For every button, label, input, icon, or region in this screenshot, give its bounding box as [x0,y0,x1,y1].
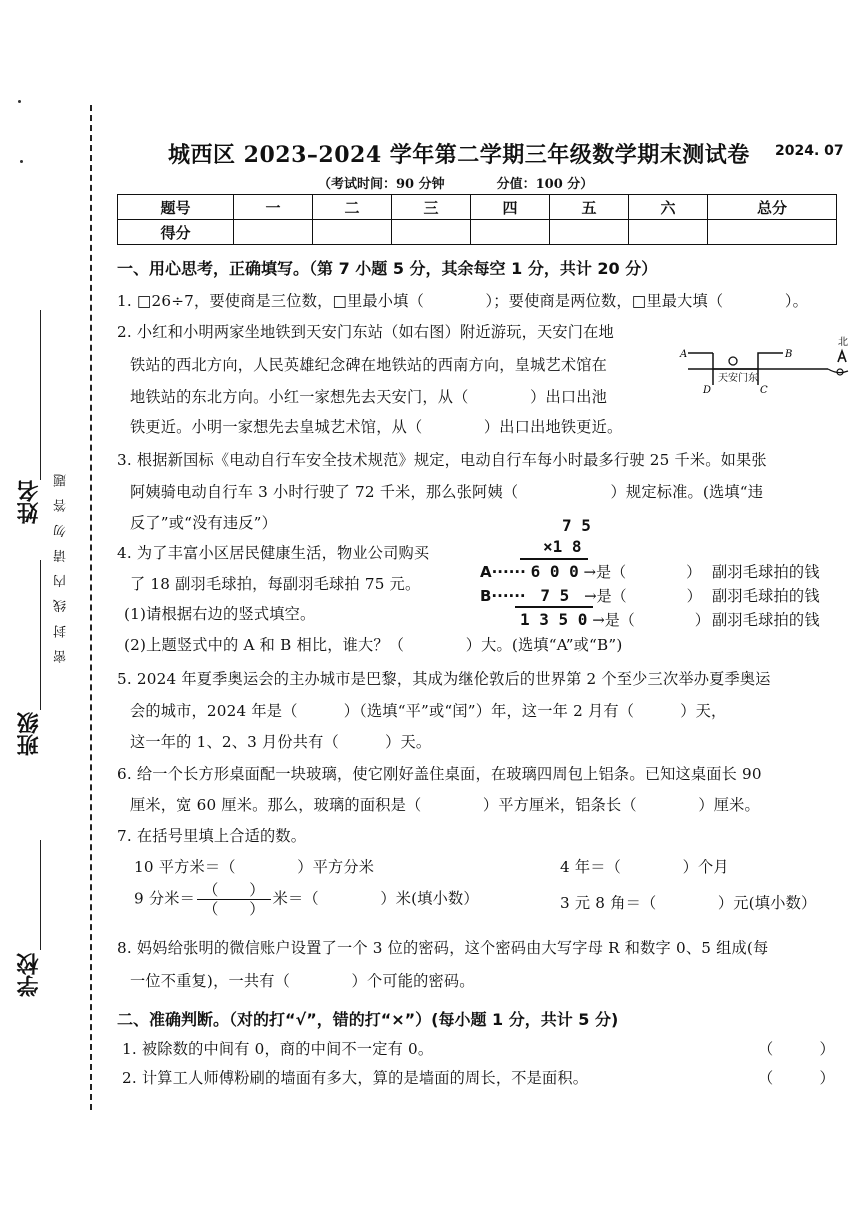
subway-map [678,335,853,403]
question-2-line: 铁更近。小明一家想先去皇城艺术馆，从（ ）出口出地铁更近。 [130,418,623,436]
school-underline [40,840,41,950]
calc-row-a-value: 6 0 0 [530,562,579,581]
school-label: 学校 [17,953,42,997]
station-label: 天安门东 [718,373,758,384]
binding-dashed-line [90,105,92,1110]
north-label: 北 [838,337,848,348]
scan-dot [18,100,21,103]
score-table-header-row [118,195,837,220]
station-marker [729,357,737,365]
question-5-line: 会的城市，2024 年是（ ）（选填“平”或“闰”）年，这一年 2 月有（ ）天， [130,702,727,720]
calc-row-a [480,561,701,582]
question-3-line: 3. 根据新国标《电动自行车安全技术规范》规定，电动自行车每小时最多行驶 25 千米。如果张 [117,451,767,469]
calc-row-sum [520,609,710,630]
calc-multiplicand: 7 5 [562,516,591,535]
calc-sum-value: 1 3 5 0 [520,610,588,629]
header-cell: 题号 [118,195,234,220]
header-cell: 四 [471,195,550,220]
header-cell: 六 [629,195,708,220]
calc-row-a-answer: →是（ ） [583,563,702,581]
exit-b-label: B [785,349,793,360]
calc-row-b-value: 7 5 [540,586,570,605]
exit-a-label: A [680,349,688,360]
score-cell[interactable] [313,220,392,245]
exam-title: 城西区 2023–2024 学年第二学期三年级数学期末测试卷 [168,142,750,168]
question-7-c [134,881,479,918]
exam-score: 分值：100 分） [496,177,594,192]
question-3-line: 阿姨骑电动自行车 3 小时行驶了 72 千米，那么张阿姨（ ）规定标准。(选填“违 [130,483,764,501]
judge-answer-1[interactable]: （ ） [758,1040,835,1058]
calc-row-a-label: A······ [480,563,526,581]
calc-row-b [480,585,702,606]
question-4-line: 4. 为了丰富小区居民健康生活，物业公司购买 [117,544,430,562]
question-5-line: 这一年的 1、2、3 月份共有（ ）天。 [130,733,432,751]
header-cell: 一 [234,195,313,220]
score-cell[interactable] [550,220,629,245]
exam-date: 2024. 07 [775,143,844,159]
section2-heading: 二、准确判断。（对的打“√”，错的打“×”）(每小题 1 分，共计 5 分) [117,1010,619,1029]
header-cell: 五 [550,195,629,220]
name-underline [40,310,41,480]
scan-dot [20,160,23,163]
calc-sum-suffix: 副羽毛球拍的钱 [712,611,820,629]
calc-sum-answer: →是（ ） [592,611,710,629]
class-label: 班级 [17,712,42,756]
header-cell: 总分 [708,195,837,220]
judge-question-1: 1. 被除数的中间有 0，商的中间不一定有 0。 [122,1040,434,1058]
calc-rule-bottom [515,606,593,608]
question-7-a: 10 平方米＝（ ）平方分米 [134,858,375,876]
fraction [197,881,271,918]
question-4-part2: (2)上题竖式中的 A 和 B 相比，谁大？（ ）大。(选填“A”或“B”) [124,636,623,654]
question-8-line: 一位不重复)，一共有（ ）个可能的密码。 [130,972,475,990]
exam-time: （考试时间：90 分钟 [318,177,445,192]
question-1: 1. □26÷7，要使商是三位数，□里最小填（ ）；要使商是两位数，□里最大填（ ）。 [117,292,808,310]
question-7-c-post: 米＝（ ）米(填小数） [272,889,479,908]
question-6-line: 6. 给一个长方形桌面配一块玻璃，使它刚好盖住桌面，在玻璃四周包上铝条。已知这桌面长 90 [117,765,762,783]
judge-answer-2[interactable]: （ ） [758,1069,835,1087]
score-row-label: 得分 [118,220,234,245]
score-cell[interactable] [629,220,708,245]
fraction-numerator: （ ） [197,881,271,900]
question-4-line: 了 18 副羽毛球拍，每副羽毛球拍 75 元。 [130,575,421,593]
question-7-c-pre: 9 分米＝ [134,889,196,908]
calc-row-b-answer: →是（ ） [584,587,702,605]
score-cell[interactable] [392,220,471,245]
calc-multiplier: ×1 8 [543,537,582,556]
header-cell: 二 [313,195,392,220]
north-arrow-icon [838,351,846,362]
judge-question-2: 2. 计算工人师傅粉刷的墙面有多大，算的是墙面的周长，不是面积。 [122,1069,589,1087]
score-cell[interactable] [234,220,313,245]
calc-row-b-suffix: 副羽毛球拍的钱 [712,587,820,605]
fraction-denominator: （ ） [203,900,265,918]
header-cell: 三 [392,195,471,220]
class-underline [40,560,41,710]
question-7-b: 4 年＝（ ）个月 [560,858,729,876]
exit-b-path [758,353,783,369]
station-top-left [713,353,758,369]
question-2-line: 铁站的西北方向，人民英雄纪念碑在地铁站的西南方向，皇城艺术馆在 [130,356,608,374]
section1-heading: 一、用心思考，正确填写。（第 7 小题 5 分，其余每空 1 分，共计 20 分） [117,259,658,278]
question-5-line: 5. 2024 年夏季奥运会的主办城市是巴黎，其成为继伦敦后的世界第 2 个至少三次举办夏季奥运 [117,670,771,688]
seal-warning: 密 封 线 内 请 勿 答 题 [54,470,69,663]
exit-c-label: C [760,385,768,396]
question-7-d: 3 元 8 角＝（ ）元(填小数） [560,894,817,912]
question-6-line: 厘米，宽 60 厘米。那么，玻璃的面积是（ ）平方厘米，铝条长（ ）厘米。 [130,796,760,814]
question-7-stem: 7. 在括号里填上合适的数。 [117,827,307,845]
score-cell[interactable] [708,220,837,245]
calc-row-b-label: B······ [480,587,526,605]
exit-d-label: D [703,385,712,396]
score-table-score-row [118,220,837,245]
question-3-line: 反了”或“没有违反”） [130,514,277,532]
question-8-line: 8. 妈妈给张明的微信账户设置了一个 3 位的密码，这个密码由大写字母 R 和数字 0、5 组成(每 [117,939,769,957]
question-2-line: 地铁站的东北方向。小红一家想先去天安门，从（ ）出口出池 [130,388,608,406]
question-2-line: 2. 小红和小明两家坐地铁到天安门东站（如右图）附近游玩，天安门在地 [117,323,614,341]
exam-info [318,173,593,192]
score-cell[interactable] [471,220,550,245]
name-label: 姓名 [17,480,42,524]
question-4-part1: (1)请根据右边的竖式填空。 [124,605,316,623]
calc-rule-top [520,558,588,560]
score-table [117,194,837,245]
calc-row-a-suffix: 副羽毛球拍的钱 [712,563,820,581]
